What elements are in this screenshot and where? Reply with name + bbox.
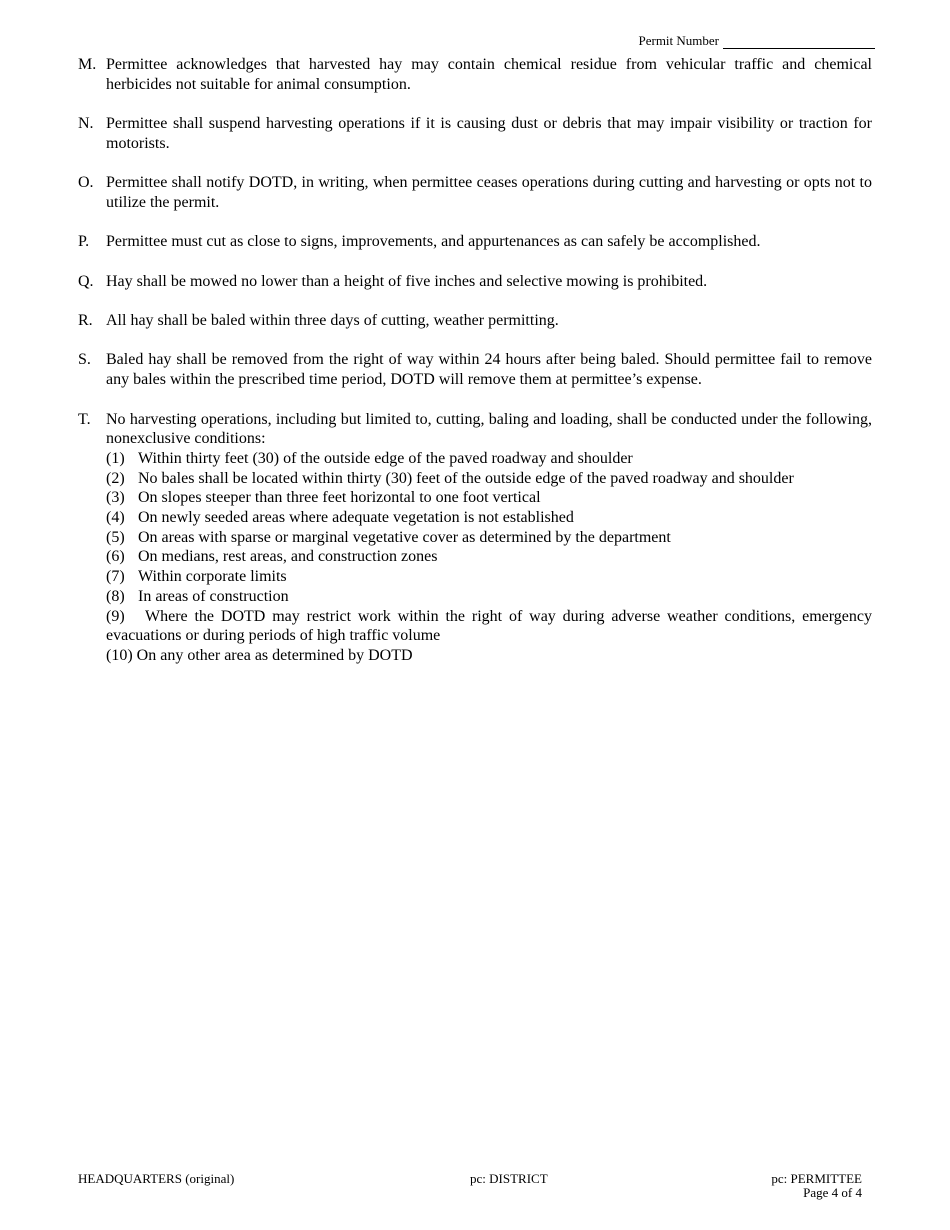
clause-text: Permittee acknowledges that harvested hay may contain chemical residue from vehicular traffic and chemical herbicides not suitable for animal consumption. (106, 56, 872, 93)
clause-m (78, 55, 872, 94)
clause-n (78, 114, 872, 153)
clause-p (78, 232, 872, 252)
clause-letter: S. (78, 351, 91, 369)
condition-number: (3) (106, 489, 125, 507)
page-number: Page 4 of 4 (803, 1185, 862, 1200)
condition-number: (10) (106, 646, 133, 664)
condition-number: (2) (106, 469, 125, 487)
clause-t-body (106, 410, 872, 666)
permit-number-blank (723, 36, 875, 49)
condition-item (106, 508, 872, 528)
clause-text: Baled hay shall be removed from the right of way within 24 hours after being baled. Should permittee fail to remove any bales within the prescribed time period, DOTD will remove them at permittee’s expense. (106, 351, 872, 389)
clause-letter: T. (78, 410, 91, 428)
clause-letter: P. (78, 233, 90, 251)
condition-text: Within corporate limits (138, 568, 287, 586)
footer-permittee: pc: PERMITTEE (771, 1171, 862, 1186)
clause-text: Permittee shall notify DOTD, in writing, when permittee ceases operations during cutting and harvesting or opts not to utilize the permit. (106, 174, 872, 211)
condition-item (106, 469, 872, 489)
clause-text: All hay shall be baled within three days of cutting, weather permitting. (106, 312, 559, 330)
clause-letter: R. (78, 312, 93, 330)
clause-s (78, 350, 872, 389)
footer-headquarters: HEADQUARTERS (original) (78, 1171, 235, 1186)
conditions-list (106, 449, 872, 666)
clause-t (78, 410, 872, 666)
condition-text: On areas with sparse or marginal vegetative cover as determined by the department (138, 528, 671, 546)
clause-q (78, 272, 872, 292)
clause-text: Permittee must cut as close to signs, improvements, and appurtenances as can safely be accomplished. (106, 233, 761, 251)
condition-text: Within thirty feet (30) of the outside edge of the paved roadway and shoulder (138, 449, 633, 467)
condition-number: (8) (106, 587, 125, 605)
condition-text: On newly seeded areas where adequate vegetation is not established (138, 509, 574, 527)
clause-letter: N. (78, 115, 94, 133)
condition-item (106, 567, 872, 587)
condition-text: On slopes steeper than three feet horizontal to one foot vertical (138, 489, 541, 507)
footer-right-block (771, 1172, 862, 1200)
condition-item (106, 488, 872, 508)
clause-text: Hay shall be mowed no lower than a height of five inches and selective mowing is prohibited. (106, 272, 708, 290)
condition-item (106, 547, 872, 567)
clause-text: No harvesting operations, including but limited to, cutting, baling and loading, shall be conducted under the following, nonexclusive conditions: (106, 410, 872, 448)
condition-number: (1) (106, 449, 125, 467)
condition-text: No bales shall be located within thirty (30) feet of the outside edge of the paved roadway and shoulder (138, 469, 794, 487)
condition-number: (5) (106, 528, 125, 546)
clause-letter: O. (78, 174, 94, 192)
condition-number: (6) (106, 548, 125, 566)
condition-number: (9) (106, 607, 125, 625)
condition-text: On any other area as determined by DOTD (136, 646, 413, 664)
document-body (78, 55, 872, 685)
clause-letter: Q. (78, 272, 94, 290)
permit-number-label: Permit Number (638, 33, 719, 48)
clause-o (78, 173, 872, 212)
condition-item (106, 449, 872, 469)
condition-item-9 (106, 607, 872, 646)
permit-number-field (638, 33, 875, 49)
clause-letter: M. (78, 56, 97, 73)
clause-r (78, 311, 872, 331)
clause-text: Permittee shall suspend harvesting operations if it is causing dust or debris that may impair visibility or traction for motorists. (106, 115, 872, 152)
condition-item-10 (106, 646, 872, 666)
condition-text: In areas of construction (138, 587, 289, 605)
condition-text: Where the DOTD may restrict work within the right of way during adverse weather conditions, emergency evacuations or during periods of high traffic volume (106, 607, 872, 645)
condition-item (106, 528, 872, 548)
condition-item (106, 587, 872, 607)
footer-district: pc: DISTRICT (470, 1171, 548, 1186)
condition-text: On medians, rest areas, and construction zones (138, 548, 438, 566)
condition-number: (7) (106, 568, 125, 586)
condition-number: (4) (106, 509, 125, 527)
